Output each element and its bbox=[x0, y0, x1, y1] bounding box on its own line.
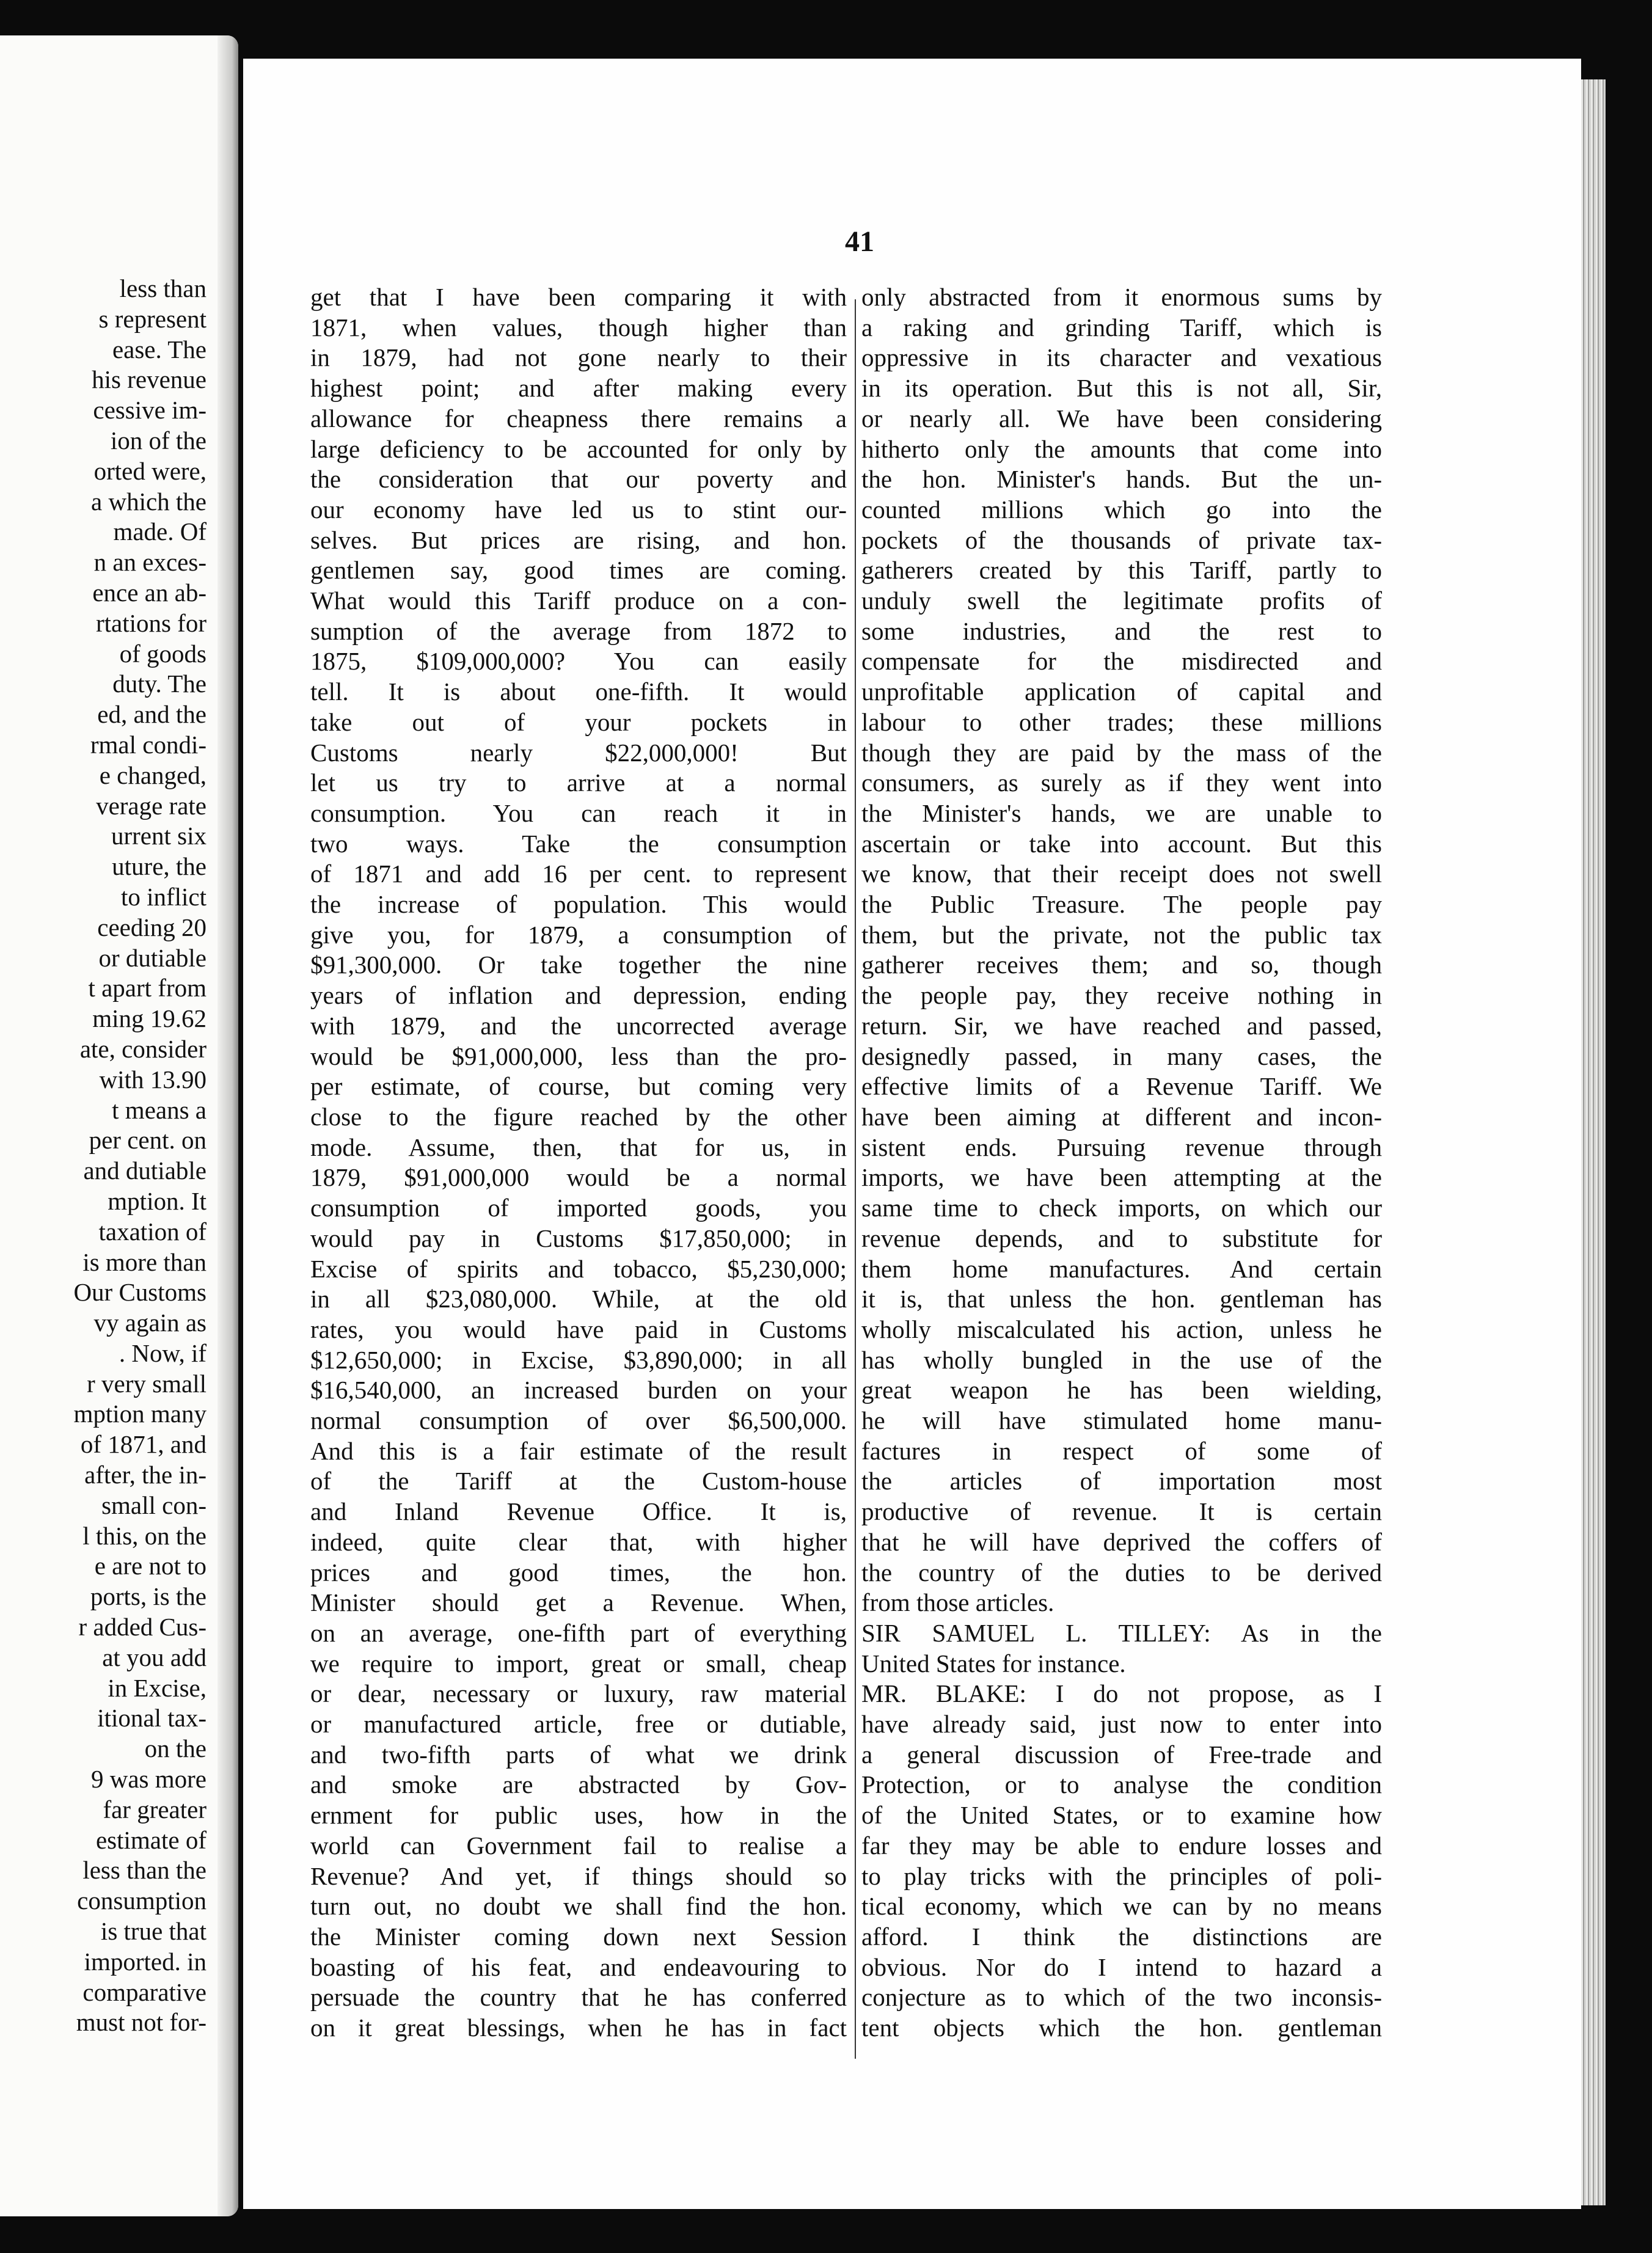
text-line: close to the figure reached by the other bbox=[310, 1102, 847, 1131]
text-line: let us try to arrive at a normal bbox=[310, 769, 847, 797]
text-line: vy again as bbox=[93, 1309, 206, 1337]
text-line: the increase of population. This would bbox=[310, 890, 847, 919]
text-line: 1871, when values, though higher than bbox=[310, 313, 847, 341]
text-line: prices and good times, the hon. bbox=[310, 1558, 847, 1587]
text-line: with 1879, and the uncorrected average bbox=[310, 1011, 847, 1040]
text-line: t means a bbox=[112, 1095, 206, 1124]
text-line: small con- bbox=[101, 1491, 206, 1519]
text-line: or nearly all. We have been considering bbox=[861, 404, 1382, 433]
text-line: on it great blessings, when he has in fact bbox=[310, 2014, 847, 2042]
text-line: MR. BLAKE: I do not propose, as I bbox=[861, 1679, 1382, 1708]
text-line: would be $91,000,000, less than the pro- bbox=[310, 1042, 847, 1070]
text-line: the people pay, they receive nothing in bbox=[861, 981, 1382, 1010]
text-line: or dear, necessary or luxury, raw material bbox=[310, 1679, 847, 1708]
text-line: ming 19.62 bbox=[92, 1004, 206, 1033]
text-line: Protection, or to analyse the condition bbox=[861, 1770, 1382, 1799]
text-line: them, but the private, not the public tax bbox=[861, 920, 1382, 949]
text-line: factures in respect of some of bbox=[861, 1436, 1382, 1465]
text-line: highest point; and after making every bbox=[310, 374, 847, 403]
text-line: sumption of the average from 1872 to bbox=[310, 616, 847, 645]
text-line: consumers, as surely as if they went into bbox=[861, 769, 1382, 797]
text-line: on the bbox=[144, 1734, 206, 1763]
text-line: r very small bbox=[87, 1369, 206, 1398]
text-line: only abstracted from it enormous sums by bbox=[861, 283, 1382, 311]
text-line: we require to import, great or small, cheap bbox=[310, 1649, 847, 1678]
text-line: tell. It is about one-fifth. It would bbox=[310, 677, 847, 706]
text-line: wholly miscalculated his action, unless he bbox=[861, 1315, 1382, 1343]
text-line: tent objects which the hon. gentleman bbox=[861, 2014, 1382, 2042]
text-line: we know, that their receipt does not swell bbox=[861, 860, 1382, 888]
text-line: consumption. You can reach it in bbox=[310, 798, 847, 827]
text-line: $91,300,000. Or take together the nine bbox=[310, 951, 847, 979]
text-column-left bbox=[310, 282, 847, 2043]
text-line: labour to other trades; these millions bbox=[861, 707, 1382, 736]
text-line: consumption of imported goods, you bbox=[310, 1194, 847, 1222]
text-line: mption. It bbox=[108, 1186, 206, 1215]
text-line: ceeding 20 bbox=[97, 913, 206, 941]
book-gutter bbox=[217, 35, 238, 2216]
text-line: sistent ends. Pursuing revenue through bbox=[861, 1133, 1382, 1161]
text-line: it is, that unless the hon. gentleman has bbox=[861, 1285, 1382, 1313]
text-line: l this, on the bbox=[82, 1521, 206, 1550]
text-line: less than the bbox=[82, 1856, 206, 1885]
text-line: in Excise, bbox=[108, 1673, 206, 1702]
text-line: our economy have led us to stint our- bbox=[310, 495, 847, 524]
text-line: and two-fifth parts of what we drink bbox=[310, 1740, 847, 1769]
text-line: turn out, no doubt we shall find the hon. bbox=[310, 1892, 847, 1921]
text-line: afford. I think the distinctions are bbox=[861, 1922, 1382, 1951]
text-line: ports, is the bbox=[90, 1582, 206, 1611]
text-line: consumption bbox=[77, 1886, 206, 1915]
text-line: has wholly bungled in the use of the bbox=[861, 1345, 1382, 1374]
text-line: ion of the bbox=[110, 426, 206, 455]
text-line: Our Customs bbox=[73, 1278, 206, 1307]
text-column-right bbox=[861, 282, 1382, 2043]
text-line: have already said, just now to enter into bbox=[861, 1710, 1382, 1739]
text-line: world can Government fail to realise a bbox=[310, 1831, 847, 1860]
text-line: of 1871 and add 16 per cent. to represent bbox=[310, 860, 847, 888]
text-line: the consideration that our poverty and bbox=[310, 465, 847, 494]
text-line: get that I have been comparing it with bbox=[310, 283, 847, 311]
text-line: in 1879, had not gone nearly to their bbox=[310, 343, 847, 372]
text-line: ed, and the bbox=[97, 700, 206, 729]
text-line: them home manufactures. And certain bbox=[861, 1254, 1382, 1283]
text-line: taxation of bbox=[98, 1217, 206, 1246]
text-line: Customs nearly $22,000,000! But bbox=[310, 738, 847, 767]
text-line: normal consumption of over $6,500,000. bbox=[310, 1406, 847, 1435]
text-line: itional tax- bbox=[97, 1704, 206, 1733]
text-line: that he will have deprived the coffers of bbox=[861, 1527, 1382, 1556]
text-line: tical economy, which we can by no means bbox=[861, 1892, 1382, 1921]
text-line: is more than bbox=[82, 1247, 206, 1276]
text-line: to play tricks with the principles of poli- bbox=[861, 1861, 1382, 1890]
text-line: n an exces- bbox=[93, 548, 206, 577]
text-line: 1879, $91,000,000 would be a normal bbox=[310, 1163, 847, 1192]
text-line: What would this Tariff produce on a con- bbox=[310, 586, 847, 615]
text-line: Revenue? And yet, if things should so bbox=[310, 1861, 847, 1890]
text-line: r added Cus- bbox=[78, 1613, 206, 1641]
text-line: gatherers created by this Tariff, partly to bbox=[861, 556, 1382, 585]
text-line: a which the bbox=[91, 487, 206, 516]
text-line: estimate of bbox=[95, 1825, 206, 1854]
text-line: far greater bbox=[103, 1795, 206, 1824]
page-number: 41 bbox=[845, 225, 874, 258]
text-line: United States for instance. bbox=[861, 1649, 1126, 1678]
text-line: a general discussion of Free-trade and bbox=[861, 1740, 1382, 1769]
text-line: designedly passed, in many cases, the bbox=[861, 1042, 1382, 1070]
text-line: after, the in- bbox=[84, 1461, 206, 1489]
text-line: t apart from bbox=[88, 974, 206, 1002]
text-line: the Minister coming down next Session bbox=[310, 1922, 847, 1951]
text-line: allowance for cheapness there remains a bbox=[310, 404, 847, 433]
text-line: e changed, bbox=[99, 761, 206, 789]
text-line: effective limits of a Revenue Tariff. We bbox=[861, 1072, 1382, 1101]
text-line: 1875, $109,000,000? You can easily bbox=[310, 647, 847, 676]
text-line: his revenue bbox=[92, 365, 206, 394]
text-line: productive of revenue. It is certain bbox=[861, 1497, 1382, 1526]
text-line: hitherto only the amounts that come into bbox=[861, 434, 1382, 463]
text-line: counted millions which go into the bbox=[861, 495, 1382, 524]
text-line: revenue depends, and to substitute for bbox=[861, 1224, 1382, 1252]
text-line: same time to check imports, on which our bbox=[861, 1194, 1382, 1222]
text-line: pockets of the thousands of private tax- bbox=[861, 525, 1382, 554]
text-line: far they may be able to endure losses and bbox=[861, 1831, 1382, 1860]
text-line: ate, consider bbox=[79, 1034, 206, 1063]
text-line: rtations for bbox=[95, 608, 206, 637]
text-line: the country of the duties to be derived bbox=[861, 1558, 1382, 1587]
text-line: gentlemen say, good times are coming. bbox=[310, 556, 847, 585]
text-line: the hon. Minister's hands. But the un- bbox=[861, 465, 1382, 494]
text-line: give you, for 1879, a consumption of bbox=[310, 920, 847, 949]
text-line: must not for- bbox=[76, 2008, 206, 2037]
text-line: oppressive in its character and vexatious bbox=[861, 343, 1382, 372]
text-line: ernment for public uses, how in the bbox=[310, 1801, 847, 1830]
text-line: ence an ab- bbox=[92, 578, 206, 607]
text-line: comparative bbox=[82, 1977, 206, 2006]
text-line: rmal condi- bbox=[90, 730, 206, 759]
text-line: two ways. Take the consumption bbox=[310, 829, 847, 858]
text-line: mode. Assume, then, that for us, in bbox=[310, 1133, 847, 1161]
text-line: large deficiency to be accounted for only by bbox=[310, 434, 847, 463]
text-line: obvious. Nor do I intend to hazard a bbox=[861, 1952, 1382, 1981]
text-line: imported. in bbox=[84, 1947, 206, 1976]
text-line: Minister should get a Revenue. When, bbox=[310, 1588, 847, 1617]
text-line: of the Tariff at the Custom-house bbox=[310, 1467, 847, 1495]
text-line: gatherer receives them; and so, though bbox=[861, 951, 1382, 979]
text-line: . Now, if bbox=[119, 1338, 206, 1367]
text-line: and dutiable bbox=[83, 1156, 206, 1185]
text-line: mption many bbox=[73, 1400, 206, 1428]
text-line: of goods bbox=[119, 639, 206, 668]
text-line: persuade the country that he has conferred bbox=[310, 1983, 847, 2012]
text-line: great weapon he has been wielding, bbox=[861, 1376, 1382, 1404]
text-line: the Public Treasure. The people pay bbox=[861, 890, 1382, 919]
text-line: urrent six bbox=[111, 822, 206, 850]
text-line: compensate for the misdirected and bbox=[861, 647, 1382, 676]
text-line: to inflict bbox=[120, 882, 206, 911]
text-line: though they are paid by the mass of the bbox=[861, 738, 1382, 767]
text-line: And this is a fair estimate of the result bbox=[310, 1436, 847, 1465]
text-line: s represent bbox=[98, 304, 206, 333]
text-line: return. Sir, we have reached and passed, bbox=[861, 1011, 1382, 1040]
text-line: unduly swell the legitimate profits of bbox=[861, 586, 1382, 615]
text-line: imports, we have been attempting at the bbox=[861, 1163, 1382, 1192]
text-line: less than bbox=[119, 274, 206, 302]
text-line: uture, the bbox=[112, 852, 206, 881]
text-line: from those articles. bbox=[861, 1588, 1054, 1617]
text-line: the articles of importation most bbox=[861, 1467, 1382, 1495]
text-line: would pay in Customs $17,850,000; in bbox=[310, 1224, 847, 1252]
text-line: take out of your pockets in bbox=[310, 707, 847, 736]
text-line: e are not to bbox=[94, 1552, 206, 1580]
text-line: ascertain or take into account. But this bbox=[861, 829, 1382, 858]
text-line: boasting of his feat, and endeavouring to bbox=[310, 1952, 847, 1981]
text-line: he will have stimulated home manu- bbox=[861, 1406, 1382, 1435]
text-line: cessive im- bbox=[93, 396, 206, 425]
text-line: per cent. on bbox=[89, 1126, 206, 1155]
text-line: ease. The bbox=[112, 335, 206, 363]
text-line: rates, you would have paid in Customs bbox=[310, 1315, 847, 1343]
text-line: a raking and grinding Tariff, which is bbox=[861, 313, 1382, 341]
text-line: indeed, quite clear that, with higher bbox=[310, 1527, 847, 1556]
text-line: made. Of bbox=[113, 517, 206, 546]
text-line: have been aiming at different and incon- bbox=[861, 1102, 1382, 1131]
text-line: unprofitable application of capital and bbox=[861, 677, 1382, 706]
text-line: and smoke are abstracted by Gov- bbox=[310, 1770, 847, 1799]
text-line: conjecture as to which of the two inconsis- bbox=[861, 1983, 1382, 2012]
text-line: with 13.90 bbox=[99, 1065, 206, 1094]
text-line: 9 was more bbox=[90, 1765, 206, 1794]
text-line: or manufactured article, free or dutiable, bbox=[310, 1710, 847, 1739]
text-line: on an average, one-fifth part of everything bbox=[310, 1618, 847, 1647]
text-line: of 1871, and bbox=[80, 1430, 206, 1459]
page-edges bbox=[1581, 79, 1606, 2205]
column-rule bbox=[855, 299, 856, 2059]
text-line: at you add bbox=[102, 1643, 206, 1671]
text-line: or dutiable bbox=[98, 943, 206, 972]
text-line: SIR SAMUEL L. TILLEY: As in the bbox=[861, 1618, 1382, 1647]
text-line: and Inland Revenue Office. It is, bbox=[310, 1497, 847, 1526]
text-line: per estimate, of course, but coming very bbox=[310, 1072, 847, 1101]
text-line: years of inflation and depression, ending bbox=[310, 981, 847, 1010]
text-line: some industries, and the rest to bbox=[861, 616, 1382, 645]
text-line: duty. The bbox=[112, 670, 206, 698]
text-line: $12,650,000; in Excise, $3,890,000; in all bbox=[310, 1345, 847, 1374]
facing-page-text bbox=[11, 274, 206, 2038]
text-line: the Minister's hands, we are unable to bbox=[861, 798, 1382, 827]
text-line: is true that bbox=[100, 1917, 206, 1946]
text-line: Excise of spirits and tobacco, $5,230,000; bbox=[310, 1254, 847, 1283]
facing-page bbox=[0, 35, 238, 2216]
text-line: orted were, bbox=[93, 456, 206, 485]
text-line: in all $23,080,000. While, at the old bbox=[310, 1285, 847, 1313]
text-line: of the United States, or to examine how bbox=[861, 1801, 1382, 1830]
text-line: selves. But prices are rising, and hon. bbox=[310, 525, 847, 554]
text-line: $16,540,000, an increased burden on your bbox=[310, 1376, 847, 1404]
text-line: in its operation. But this is not all, Sir, bbox=[861, 374, 1382, 403]
text-line: verage rate bbox=[96, 791, 206, 820]
